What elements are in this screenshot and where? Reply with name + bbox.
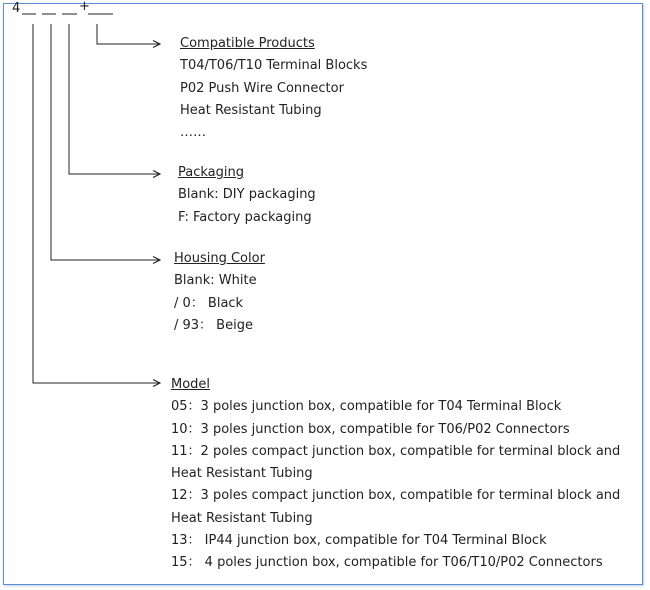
model-heading: Model xyxy=(171,377,211,392)
packaging-heading: Packaging xyxy=(178,165,244,180)
model-line: 13： IP44 junction box, compatible for T04 Terminal Block xyxy=(171,533,547,549)
products-heading: Compatible Products xyxy=(180,36,315,51)
model-line: 11：2 poles compact junction box, compatible for terminal block and Heat Resistant Tubing xyxy=(171,443,621,482)
section-products xyxy=(180,33,367,144)
arrow-model xyxy=(33,24,160,383)
code-plus: + xyxy=(79,0,90,14)
packaging-line: Blank: DIY packaging xyxy=(178,187,316,203)
packaging-line: F: Factory packaging xyxy=(178,209,312,225)
section-color xyxy=(174,248,265,337)
products-line: Heat Resistant Tubing xyxy=(180,102,322,118)
section-model xyxy=(171,374,633,575)
arrow-color xyxy=(51,24,160,260)
products-line: …… xyxy=(180,125,206,141)
products-line: T04/T06/T10 Terminal Blocks xyxy=(180,58,368,74)
color-heading: Housing Color xyxy=(174,251,265,266)
products-line: P02 Push Wire Connector xyxy=(180,80,344,96)
model-line: 10：3 poles junction box, compatible for T06/P02 Connectors xyxy=(171,421,570,437)
code-prefix: 4 xyxy=(12,1,21,16)
color-line: / 93： Beige xyxy=(174,317,253,333)
model-line: 05：3 poles junction box, compatible for T04 Terminal Block xyxy=(171,399,562,415)
color-line: / 0： Black xyxy=(174,295,244,311)
model-line: 15： 4 poles junction box, compatible for T06/T10/P02 Connectors xyxy=(171,555,603,571)
model-line: 12：3 poles compact junction box, compatible for terminal block and Heat Resistant Tubing xyxy=(171,488,621,526)
arrow-packaging xyxy=(69,24,160,174)
section-packaging xyxy=(178,162,316,229)
color-line: Blank: White xyxy=(174,273,257,289)
arrow-products xyxy=(97,24,160,44)
